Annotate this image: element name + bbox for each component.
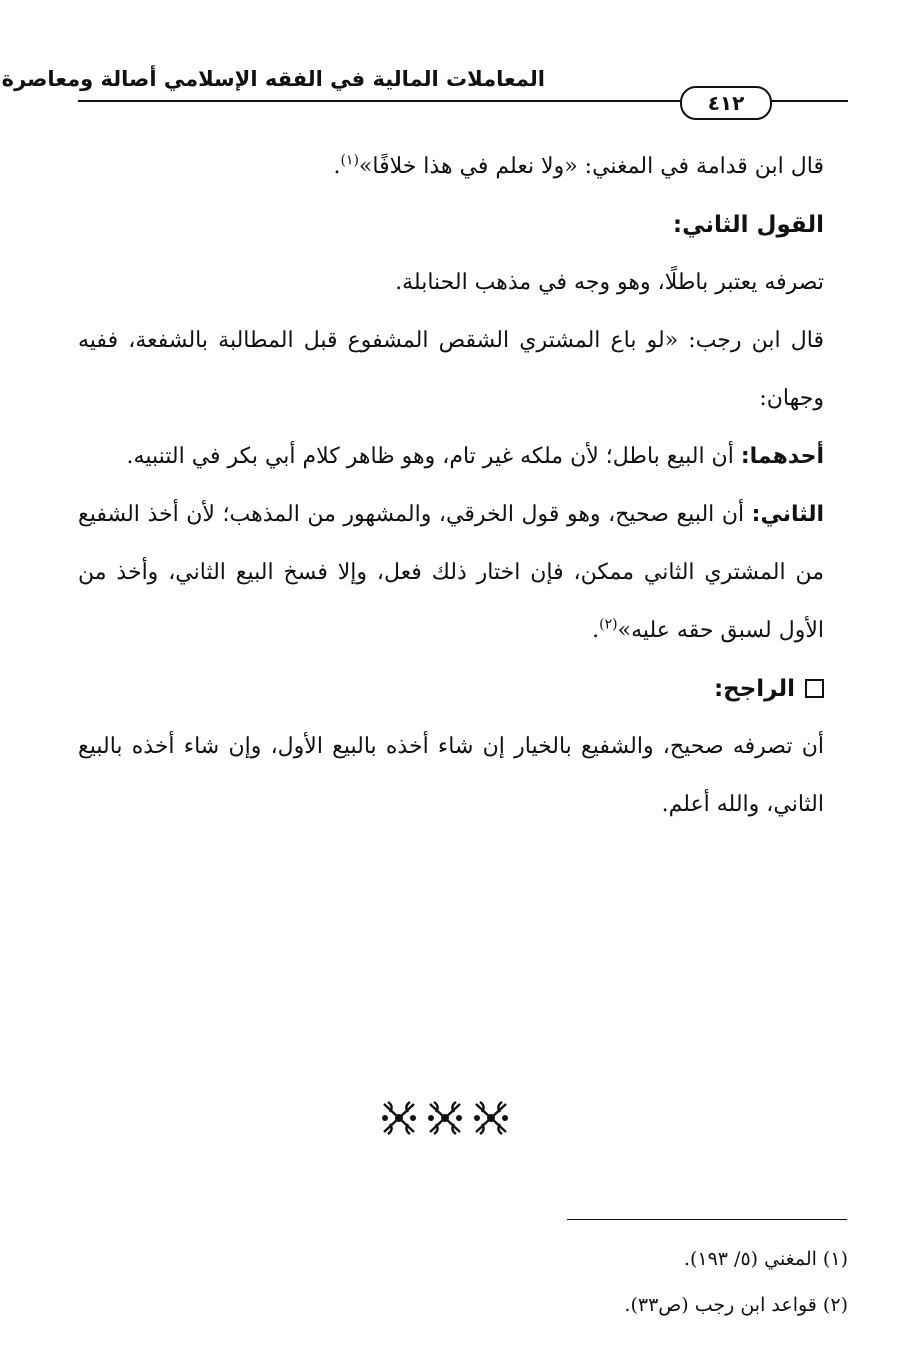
paragraph-invalid: تصرفه يعتبر باطلًا، وهو وجه في مذهب الحنابلة.	[395, 270, 824, 295]
section-heading-preferred	[78, 660, 824, 718]
period: .	[333, 154, 341, 179]
preferred-label: الراجح:	[713, 676, 795, 702]
floral-ornament-icon	[472, 1098, 510, 1138]
paragraph-ibn-qudama	[78, 138, 824, 196]
footnote-ref-2: (٢)	[599, 616, 618, 633]
paragraph-ibn-rajab: قال ابن رجب: «لو باع المشتري الشقص المشفوع قبل المطالبة بالشفعة، ففيه وجهان:	[78, 328, 824, 411]
page-number: ٤١٢	[680, 86, 772, 120]
section-heading-second-opinion: القول الثاني:	[672, 212, 824, 238]
footnotes	[348, 1236, 848, 1328]
square-bullet-icon	[805, 679, 824, 698]
section-end-ornament	[380, 1096, 510, 1140]
second-view-label: الثاني:	[751, 502, 824, 527]
floral-ornament-icon	[426, 1098, 464, 1138]
footnote-separator	[567, 1219, 847, 1220]
quote-text: قال ابن قدامة في المغني: «ولا نعلم في هذا خلافًا»	[358, 154, 824, 179]
paragraph-first-view	[78, 428, 824, 486]
paragraph-second-view	[78, 486, 824, 660]
running-head-title: المعاملات المالية في الفقه الإسلامي أصالة ومعاصرة	[1, 67, 545, 91]
period: .	[592, 618, 600, 643]
first-view-label: أحدهما:	[740, 444, 824, 469]
main-text	[78, 138, 824, 834]
second-view-text: أن البيع صحيح، وهو قول الخرقي، والمشهور من المذهب؛ لأن أخذ الشفيع من المشتري الثاني ممكن، فإن اختار ذلك فعل، وإلا فسخ البيع الثاني، وأخذ من الأول لسبق حقه عليه»	[78, 502, 824, 643]
floral-ornament-icon	[380, 1098, 418, 1138]
first-view-text: أن البيع باطل؛ لأن ملكه غير تام، وهو ظاهر كلام أبي بكر في التنبيه.	[126, 444, 741, 469]
paragraph-conclusion: أن تصرفه صحيح، والشفيع بالخيار إن شاء أخذه بالبيع الأول، وإن شاء أخذه بالبيع الثاني، والله أعلم.	[78, 734, 824, 817]
footnote-ref-1: (١)	[340, 152, 359, 169]
footnote-1: (١) المغني (٥/ ١٩٣).	[683, 1248, 848, 1270]
footnote-2: (٢) قواعد ابن رجب (ص٣٣).	[624, 1294, 848, 1316]
